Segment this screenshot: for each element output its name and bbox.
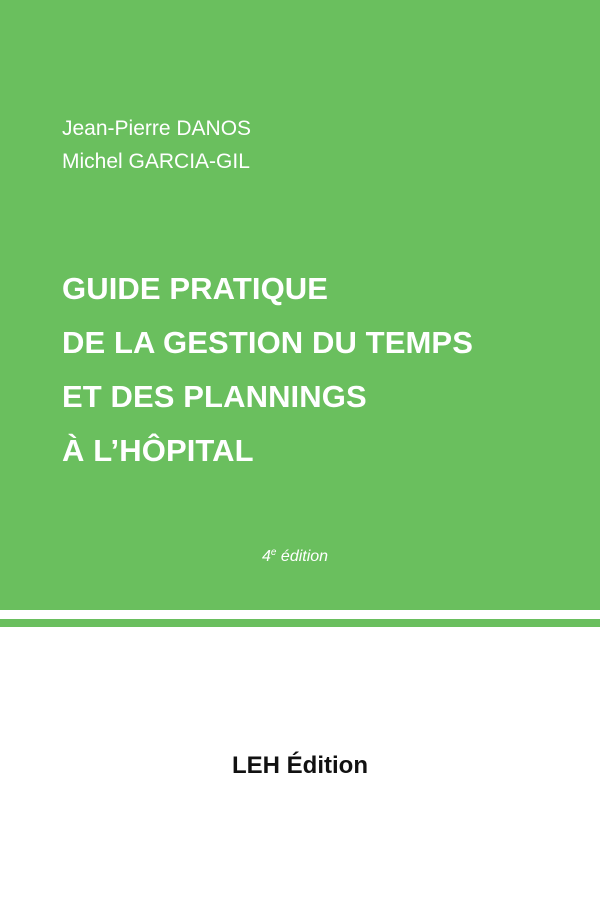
edition-text: édition [280, 548, 329, 565]
green-divider-stripe [0, 619, 600, 627]
title-line: ET DES PLANNINGS [62, 379, 367, 414]
book-title [62, 262, 582, 478]
title-line: DE LA GESTION DU TEMPS [62, 325, 473, 360]
edition-label [262, 548, 328, 566]
author-list [62, 112, 251, 178]
title-line: À L’HÔPITAL [62, 433, 254, 468]
title-line: GUIDE PRATIQUE [62, 271, 329, 306]
author-name: Michel GARCIA-GIL [62, 150, 250, 173]
edition-superscript: e [270, 547, 277, 558]
publisher-name: LEH Édition [232, 752, 368, 779]
edition-number: 4 [262, 548, 271, 565]
author-name: Jean-Pierre DANOS [62, 117, 252, 140]
